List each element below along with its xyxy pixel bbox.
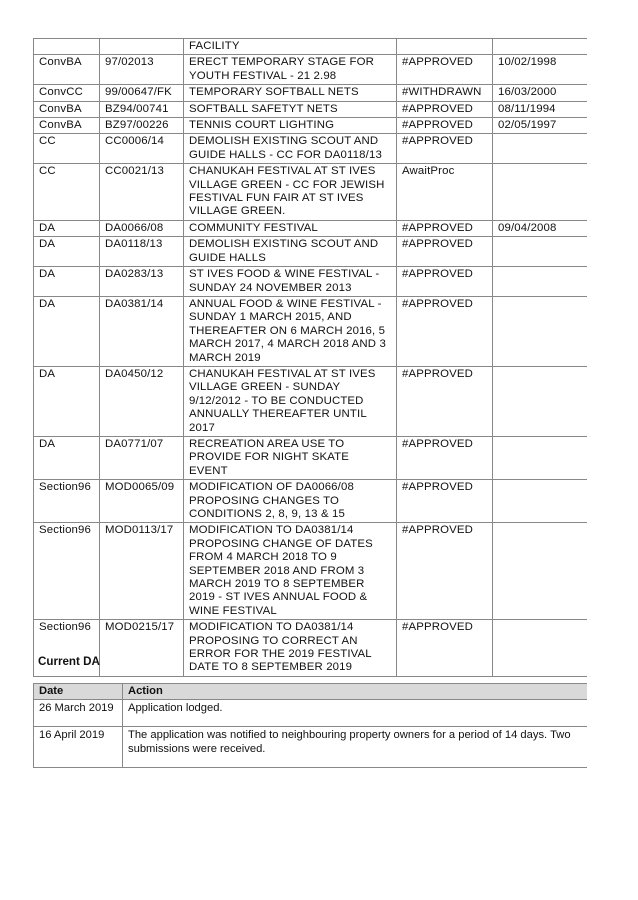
cell-date: 16 April 2019	[34, 727, 123, 767]
cell-date: 09/04/2008	[493, 220, 587, 236]
cell-type: DA	[34, 296, 100, 366]
cell-application-number: DA0771/07	[100, 436, 184, 479]
cell-date	[493, 620, 587, 677]
history-row	[34, 436, 587, 479]
cell-type: ConvCC	[34, 85, 100, 101]
cell-description: CHANUKAH FESTIVAL AT ST IVES VILLAGE GREEN - CC FOR JEWISH FESTIVAL FUN FAIR AT ST IVES VILLAGE GREEN.	[184, 164, 397, 221]
cell-type: Section96	[34, 620, 100, 677]
cell-type: Section96	[34, 523, 100, 620]
cell-status: #APPROVED	[397, 118, 493, 134]
cell-application-number: 97/02013	[100, 55, 184, 85]
cell-application-number: BZ97/00226	[100, 118, 184, 134]
cell-date	[493, 480, 587, 523]
cell-date	[493, 237, 587, 267]
cell-application-number: CC0021/13	[100, 164, 184, 221]
cell-status: AwaitProc	[397, 164, 493, 221]
cell-type: CC	[34, 134, 100, 164]
cell-description: TENNIS COURT LIGHTING	[184, 118, 397, 134]
cell-status: #APPROVED	[397, 366, 493, 436]
cell-description: SOFTBALL SAFETYT NETS	[184, 101, 397, 117]
cell-type: DA	[34, 220, 100, 236]
history-row	[34, 39, 587, 55]
cell-type: ConvBA	[34, 101, 100, 117]
cell-date	[493, 39, 587, 55]
history-row	[34, 523, 587, 620]
cell-application-number: MOD0065/09	[100, 480, 184, 523]
cell-application-number: DA0381/14	[100, 296, 184, 366]
history-row	[34, 267, 587, 297]
current-da-heading: Current DA	[38, 655, 100, 668]
column-header-action: Action	[123, 684, 587, 700]
current-da-row	[34, 727, 587, 767]
cell-date	[493, 366, 587, 436]
cell-application-number: DA0283/13	[100, 267, 184, 297]
cell-date	[493, 523, 587, 620]
cell-status	[397, 39, 493, 55]
cell-type	[34, 39, 100, 55]
cell-status: #APPROVED	[397, 267, 493, 297]
history-row	[34, 85, 587, 101]
cell-action: Application lodged.	[123, 700, 587, 727]
history-row	[34, 296, 587, 366]
cell-type: Section96	[34, 480, 100, 523]
cell-status: #APPROVED	[397, 436, 493, 479]
cell-type: DA	[34, 366, 100, 436]
application-history-body	[34, 39, 587, 677]
cell-date	[493, 436, 587, 479]
application-history-table	[33, 38, 587, 677]
cell-date	[493, 267, 587, 297]
cell-status: #APPROVED	[397, 55, 493, 85]
cell-date: 08/11/1994	[493, 101, 587, 117]
cell-description: TEMPORARY SOFTBALL NETS	[184, 85, 397, 101]
cell-description: MODIFICATION TO DA0381/14 PROPOSING CHANGE OF DATES FROM 4 MARCH 2018 TO 9 SEPTEMBER 2018 AND FROM 3 MARCH 2019 TO 8 SEPTEMBER 2019 - ST IVES ANNUAL FOOD & WINE FESTIVAL	[184, 523, 397, 620]
cell-status: #APPROVED	[397, 523, 493, 620]
cell-application-number: DA0066/08	[100, 220, 184, 236]
cell-application-number: DA0118/13	[100, 237, 184, 267]
cell-type: DA	[34, 436, 100, 479]
cell-description: ERECT TEMPORARY STAGE FOR YOUTH FESTIVAL - 21 2.98	[184, 55, 397, 85]
cell-date	[493, 164, 587, 221]
cell-status: #APPROVED	[397, 134, 493, 164]
cell-type: ConvBA	[34, 55, 100, 85]
cell-application-number: MOD0113/17	[100, 523, 184, 620]
cell-application-number	[100, 39, 184, 55]
cell-description: MODIFICATION TO DA0381/14 PROPOSING TO CORRECT AN ERROR FOR THE 2019 FESTIVAL DATE TO 8 SEPTEMBER 2019	[184, 620, 397, 677]
history-row	[34, 220, 587, 236]
cell-application-number: 99/00647/FK	[100, 85, 184, 101]
cell-application-number: DA0450/12	[100, 366, 184, 436]
current-da-row	[34, 700, 587, 727]
current-da-body	[34, 700, 587, 768]
cell-type: DA	[34, 267, 100, 297]
cell-type: ConvBA	[34, 118, 100, 134]
cell-description: DEMOLISH EXISTING SCOUT AND GUIDE HALLS	[184, 237, 397, 267]
cell-description: ST IVES FOOD & WINE FESTIVAL - SUNDAY 24 NOVEMBER 2013	[184, 267, 397, 297]
cell-description: RECREATION AREA USE TO PROVIDE FOR NIGHT SKATE EVENT	[184, 436, 397, 479]
cell-application-number: MOD0215/17	[100, 620, 184, 677]
current-da-header-row	[34, 684, 587, 700]
history-row	[34, 366, 587, 436]
cell-description: DEMOLISH EXISTING SCOUT AND GUIDE HALLS - CC FOR DA0118/13	[184, 134, 397, 164]
cell-status: #APPROVED	[397, 220, 493, 236]
cell-date: 10/02/1998	[493, 55, 587, 85]
column-header-date: Date	[34, 684, 123, 700]
cell-type: CC	[34, 164, 100, 221]
cell-date	[493, 296, 587, 366]
cell-description: CHANUKAH FESTIVAL AT ST IVES VILLAGE GREEN - SUNDAY 9/12/2012 - TO BE CONDUCTED ANNUALLY THEREAFTER UNTIL 2017	[184, 366, 397, 436]
history-row	[34, 237, 587, 267]
cell-date: 16/03/2000	[493, 85, 587, 101]
cell-status: #APPROVED	[397, 237, 493, 267]
cell-type: DA	[34, 237, 100, 267]
cell-status: #APPROVED	[397, 620, 493, 677]
cell-status: #WITHDRAWN	[397, 85, 493, 101]
cell-application-number: CC0006/14	[100, 134, 184, 164]
current-da-table	[33, 683, 587, 768]
cell-status: #APPROVED	[397, 480, 493, 523]
history-row	[34, 55, 587, 85]
cell-description: COMMUNITY FESTIVAL	[184, 220, 397, 236]
history-row	[34, 101, 587, 117]
cell-application-number: BZ94/00741	[100, 101, 184, 117]
cell-description: ANNUAL FOOD & WINE FESTIVAL - SUNDAY 1 MARCH 2015, AND THEREAFTER ON 6 MARCH 2016, 5 MARCH 2017, 4 MARCH 2018 AND 3 MARCH 2019	[184, 296, 397, 366]
cell-action: The application was notified to neighbouring property owners for a period of 14 days. Two submissions were received.	[123, 727, 587, 767]
cell-description: MODIFICATION OF DA0066/08 PROPOSING CHANGES TO CONDITIONS 2, 8, 9, 13 & 15	[184, 480, 397, 523]
cell-date: 26 March 2019	[34, 700, 123, 727]
cell-status: #APPROVED	[397, 296, 493, 366]
history-row	[34, 620, 587, 677]
history-row	[34, 164, 587, 221]
cell-date: 02/05/1997	[493, 118, 587, 134]
cell-description: FACILITY	[184, 39, 397, 55]
history-row	[34, 118, 587, 134]
history-row	[34, 480, 587, 523]
cell-date	[493, 134, 587, 164]
history-row	[34, 134, 587, 164]
cell-status: #APPROVED	[397, 101, 493, 117]
